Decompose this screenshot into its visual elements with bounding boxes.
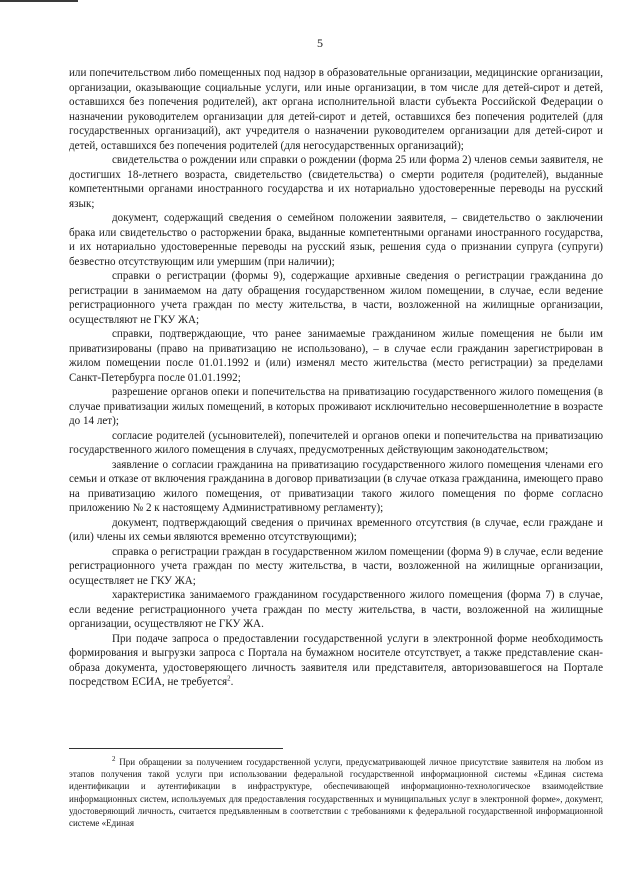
top-rule	[0, 0, 78, 2]
footnote-divider	[69, 748, 283, 749]
paragraph: разрешение органов опеки и попечительства на приватизацию государственного жилого помещения (в случае приватизации жилых помещений, в которых проживают исключительно несовершеннолетние в возрасте до 14 лет);	[69, 386, 603, 427]
footnote-marker: 2	[112, 755, 116, 763]
paragraph: справки, подтверждающие, что ранее занимаемые гражданином жилые помещения не были им приватизированы (право на приватизацию не использовано), – в случае если гражданин зарегистрирован в жилом помещении после 01.01.1992 и (или) изменял место жительства (место регистрации) за пределами Санкт-Петербурга после 01.01.1992;	[69, 328, 603, 384]
document-body	[69, 66, 603, 690]
paragraph: документ, содержащий сведения о семейном положении заявителя, – свидетельство о заключении брака или свидетельство о расторжении брака, выданные компетентными органами иностранного государства, и их нотариально удостоверенные переводы на русский язык, решения суда о признании супруга (супруги) безвестно отсутствующим или умершим (при наличии);	[69, 212, 603, 268]
footnote-text: При обращении за получением государственной услуги, предусматривающей личное присутствие заявителя на любом из этапов получения такой услуги при использовании федеральной государственной информационной системы «Единая система идентификации и аутентификации в инфраструктуре, обеспечивающей информационно-технологическое взаимодействие информационных систем, используемых для предоставления государственных и муниципальных услуг в электронной форме», документ, удостоверяющий личность, считается предъявленным в соответствии с требованиями к федеральной государственной информационной системе «Единая	[69, 757, 603, 829]
paragraph: справка о регистрации граждан в государственном жилом помещении (форма 9) в случае, если ведение регистрационного учета граждан по месту жительства, в части, возложенной на жилищные организации, осуществляет не ГКУ ЖА;	[69, 545, 603, 587]
footnote	[69, 756, 603, 829]
paragraph: или попечительством либо помещенных под надзор в образовательные организации, медицинские организации, организации, оказывающие социальные услуги, или иные организации, в том числе для детей-сирот и детей, оставшихся без попечения родителей), акт органа исполнительной власти субъекта Российской Федерации о назначении руководителем организации для детей-сирот и детей, оставшихся без попечения родителей (для государственных организаций), акт учредителя о назначении руководителем организации для детей-сирот и детей, оставшихся без попечения родителей (для негосударственных организаций);	[69, 67, 603, 152]
paragraph: характеристика занимаемого гражданином государственного жилого помещения (форма 7) в случае, если ведение регистрационного учета граждан по месту жительства, в части, возложенной на жилищные организации, осуществляют не ГКУ ЖА.	[69, 589, 603, 630]
paragraph: свидетельства о рождении или справки о рождении (форма 25 или форма 2) членов семьи заявителя, не достигших 18-летнего возраста, свидетельство (свидетельства) о смерти родителя (родителей), выданные компетентными органами иностранного государства и их нотариально удостоверенные переводы на русский язык;	[69, 154, 603, 210]
paragraph: справки о регистрации (формы 9), содержащие архивные сведения о регистрации гражданина до регистрации в занимаемом на дату обращения государственном жилом помещении, в случае, если ведение регистрационного учета граждан по месту жительства, в части, возложенной на жилищные организации, осуществляют не ГКУ ЖА;	[69, 270, 603, 326]
paragraph: заявление о согласии гражданина на приватизацию государственного жилого помещения членами его семьи и отказе от включения гражданина в договор приватизации (в случае отказа гражданина, имеющего право на приватизацию жилого помещения, от приватизации такого жилого помещения по форме согласно приложению № 2 к настоящему Административному регламенту);	[69, 458, 603, 514]
paragraph: При подаче запроса о предоставлении государственной услуги в электронной форме необходимость формирования и выгрузки запроса с Портала на бумажном носителе отсутствует, а также представление скан-образа документа, удостоверяющего личность заявителя или представителя, авторизовавшегося на Портале посредством ЕСИА, не требуется$^2$.	[69, 632, 603, 688]
footnote-reference[interactable]: 2	[227, 674, 231, 683]
page-number: 5	[317, 36, 323, 50]
paragraph: согласие родителей (усыновителей), попечителей и органов опеки и попечительства на приватизацию государственного жилого помещения в случаях, предусмотренных действующим законодательством;	[69, 429, 603, 456]
paragraph: документ, подтверждающий сведения о причинах временного отсутствия (в случае, если граждане и (или) члены их семьи являются временно отсутствующими);	[69, 516, 603, 543]
